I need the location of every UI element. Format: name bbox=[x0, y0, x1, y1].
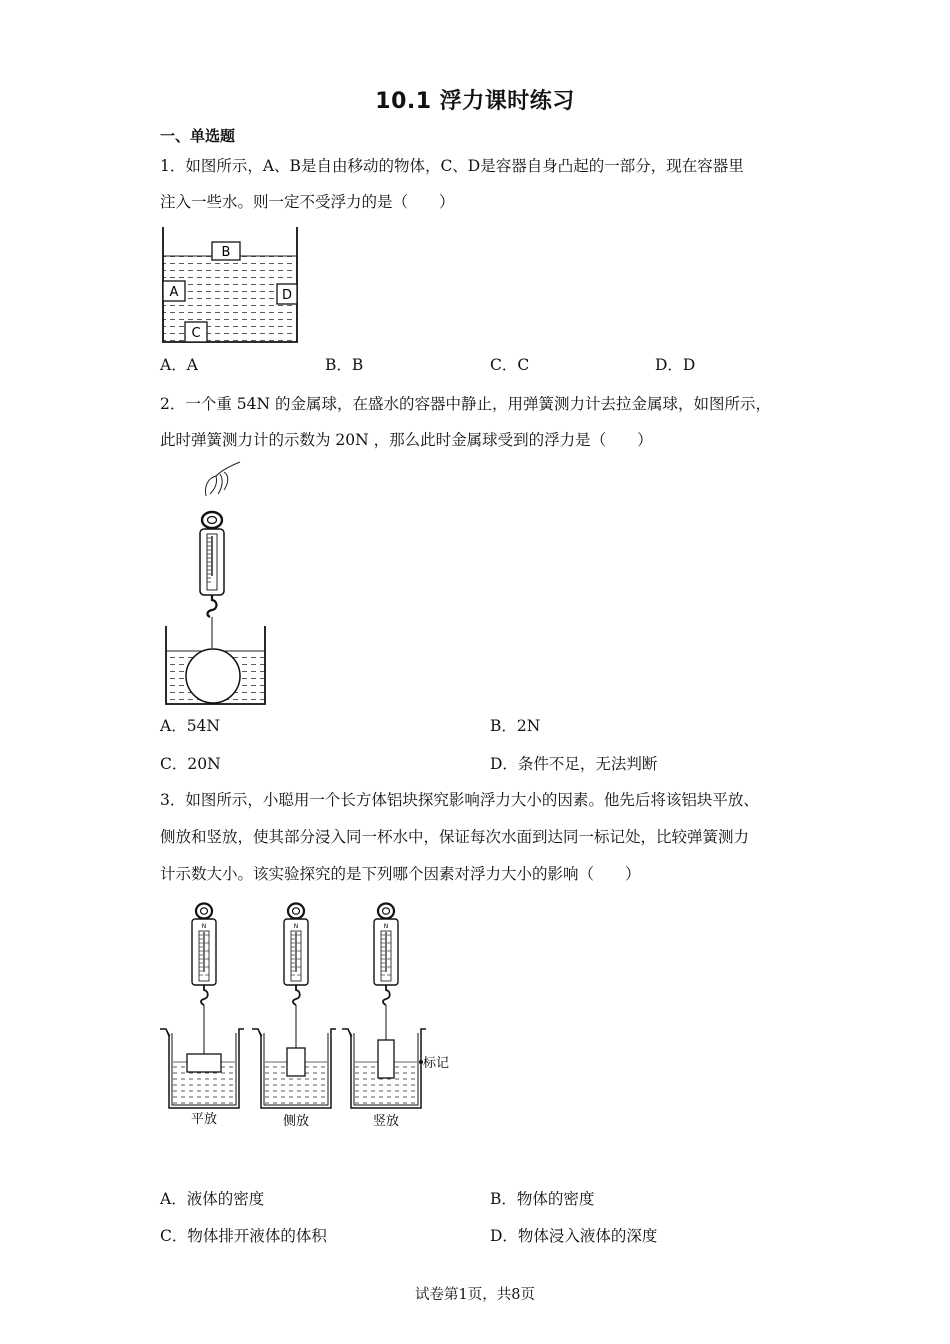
q3-option-b[interactable]: B．物体的密度 bbox=[490, 1190, 595, 1208]
question-2-line-1: 2．一个重 54N 的金属球，在盛水的容器中静止，用弹簧测力计去拉金属球，如图所示， bbox=[160, 395, 772, 413]
hand-icon bbox=[205, 462, 240, 496]
block-flat bbox=[187, 1054, 221, 1072]
question-3-line-1: 3．如图所示，小聪用一个长方体铝块探究影响浮力大小的因素。他先后将该铝块平放、 bbox=[160, 791, 759, 809]
caption-flat: 平放 bbox=[190, 1112, 218, 1127]
q1-option-b[interactable]: B．B bbox=[325, 356, 364, 374]
q3-option-d[interactable]: D．物体浸入液体的深度 bbox=[490, 1227, 658, 1245]
metal-ball bbox=[186, 649, 240, 703]
q1-option-d[interactable]: D．D bbox=[655, 356, 696, 374]
label-b: B bbox=[221, 245, 231, 260]
q1-option-c[interactable]: C．C bbox=[490, 356, 530, 374]
label-a: A bbox=[169, 285, 179, 300]
page-footer: 试卷第1页，共8页 bbox=[415, 1287, 535, 1303]
q2-option-a[interactable]: A．54N bbox=[160, 717, 220, 735]
section-heading: 一、单选题 bbox=[160, 127, 236, 145]
caption-upright: 竖放 bbox=[372, 1114, 400, 1129]
block-upright bbox=[378, 1040, 394, 1078]
question-1-line-1: 1．如图所示，A、B是自由移动的物体，C、D是容器自身凸起的一部分，现在容器里 bbox=[160, 157, 744, 175]
spring-scale-figure bbox=[160, 458, 270, 708]
label-d: D bbox=[281, 288, 293, 303]
three-beakers-figure: N 标记 平放 侧放 竖放 bbox=[158, 902, 458, 1134]
q2-option-c[interactable]: C．20N bbox=[160, 755, 221, 773]
q3-option-c[interactable]: C．物体排开液体的体积 bbox=[160, 1227, 327, 1245]
q3-option-a[interactable]: A．液体的密度 bbox=[160, 1190, 265, 1208]
caption-side: 侧放 bbox=[282, 1114, 310, 1129]
block-side bbox=[287, 1048, 305, 1076]
question-1-line-2: 注入一些水。则一定不受浮力的是（ ） bbox=[160, 193, 455, 211]
container-figure bbox=[160, 225, 300, 345]
mark-label: 标记 bbox=[423, 1056, 450, 1071]
question-2-line-2: 此时弹簧测力计的示数为 20N ，那么此时金属球受到的浮力是（ ） bbox=[160, 431, 653, 449]
label-c: C bbox=[191, 326, 201, 341]
q2-option-b[interactable]: B．2N bbox=[490, 717, 541, 735]
q2-option-d[interactable]: D．条件不足，无法判断 bbox=[490, 755, 658, 773]
page-title: 10.1 浮力课时练习 bbox=[375, 89, 575, 114]
q1-option-a[interactable]: A．A bbox=[160, 356, 198, 374]
question-3-line-3: 计示数大小。该实验探究的是下列哪个因素对浮力大小的影响（ ） bbox=[160, 865, 641, 883]
question-3-line-2: 侧放和竖放，使其部分浸入同一杯水中，保证每次水面到达同一标记处，比较弹簧测力 bbox=[160, 828, 750, 846]
